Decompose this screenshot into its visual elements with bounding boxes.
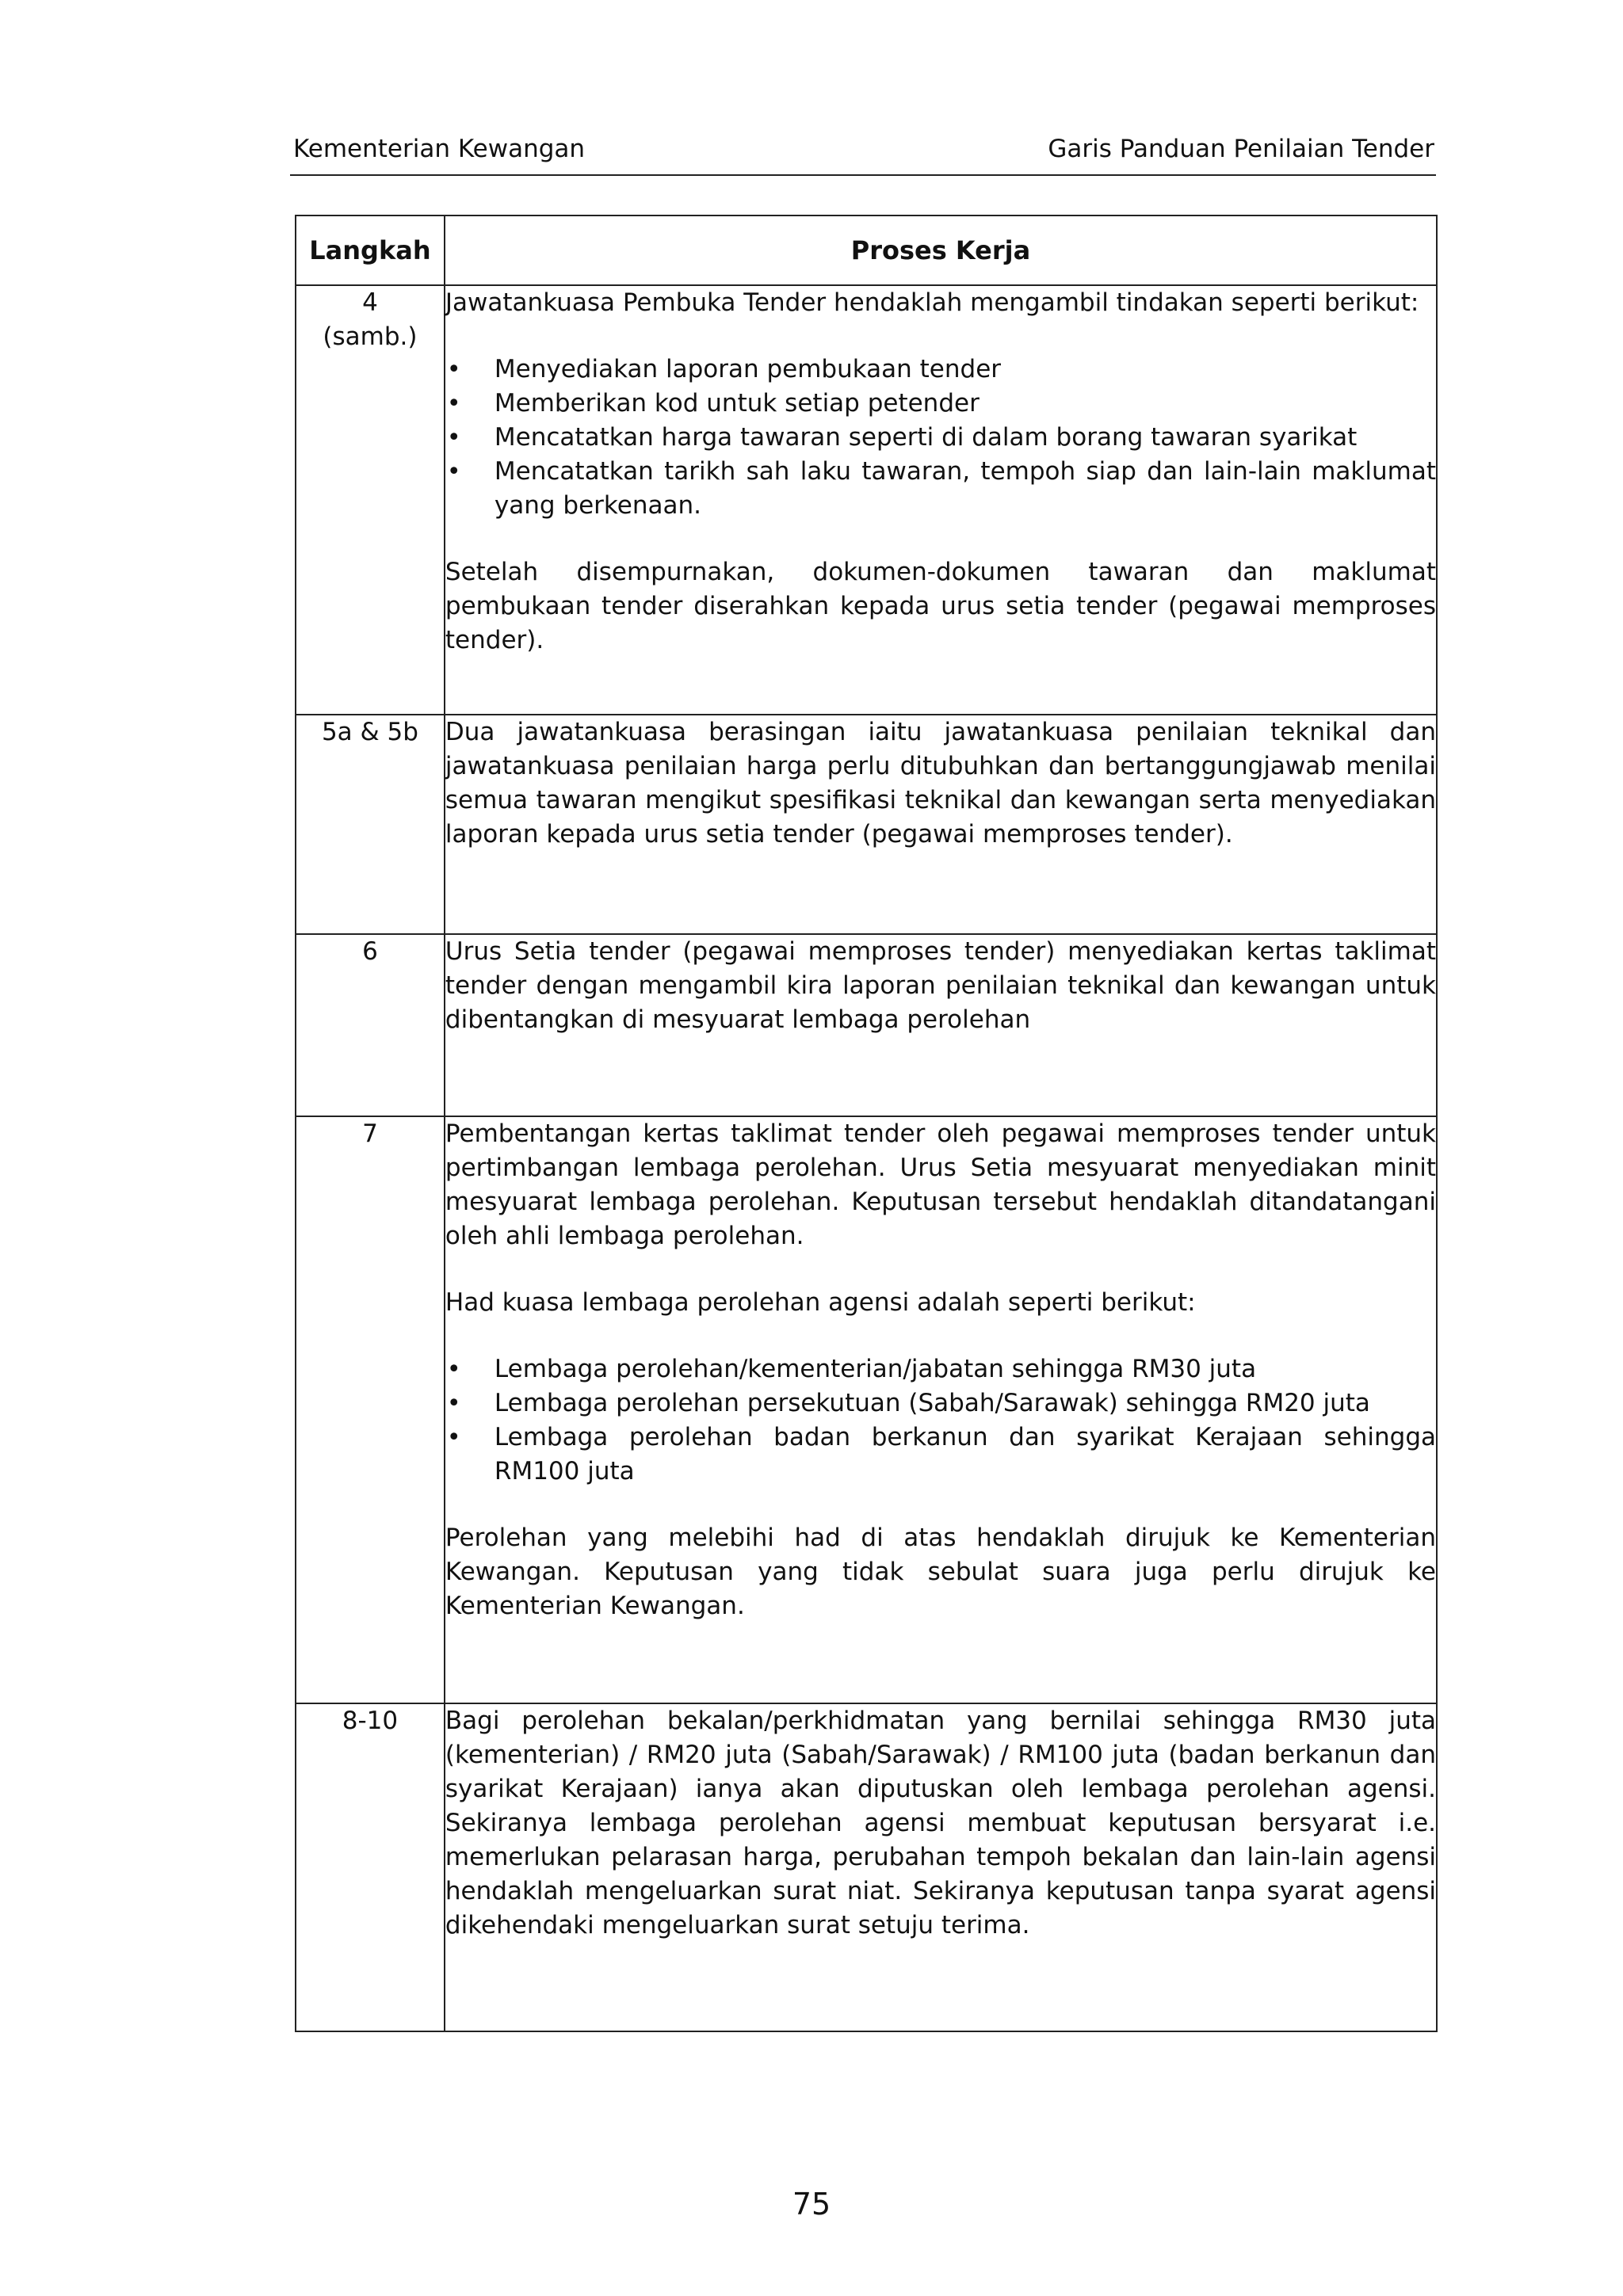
step-cell bbox=[296, 1703, 445, 2031]
process-cell bbox=[445, 715, 1437, 934]
list-item bbox=[445, 353, 1436, 387]
step-cell bbox=[296, 1116, 445, 1703]
table-row bbox=[296, 715, 1437, 934]
table-row bbox=[296, 1116, 1437, 1703]
list-item-text: Menyediakan laporan pembukaan tender bbox=[494, 355, 1002, 383]
bullet-list bbox=[445, 1352, 1436, 1489]
process-paragraph: Urus Setia tender (pegawai memproses tender) menyediakan kertas taklimat tender dengan mengambil kira laporan penilaian teknikal dan kewangan untuk dibentangkan di mesyuarat lembaga perolehan bbox=[445, 937, 1436, 1034]
process-cell bbox=[445, 1703, 1437, 2031]
process-cell bbox=[445, 285, 1437, 715]
list-item-text: Mencatatkan tarikh sah laku tawaran, tempoh siap dan lain-lain maklumat yang berkenaan. bbox=[494, 457, 1436, 520]
table-row bbox=[296, 285, 1437, 715]
process-paragraph: Bagi perolehan bekalan/perkhidmatan yang bernilai sehingga RM30 juta (kementerian) / RM20 juta (Sabah/Sarawak) / RM100 juta (badan berkanun dan syarikat Kerajaan) ianya akan diputuskan oleh lembaga perolehan agensi. Sekiranya lembaga perolehan agensi membuat keputusan bersyarat i.e. memerlukan pelarasan harga, perubahan tempoh bekalan dan lain-lain agensi hendaklah mengeluarkan surat niat. Sekiranya keputusan tanpa syarat agensi dikehendaki mengeluarkan surat setuju terima. bbox=[445, 1707, 1436, 1939]
process-table bbox=[295, 215, 1438, 2032]
list-item-text: Memberikan kod untuk setiap petender bbox=[494, 389, 980, 418]
page-number: 75 bbox=[792, 2187, 831, 2222]
list-item-text: Lembaga perolehan/kementerian/jabatan sehingga RM30 juta bbox=[494, 1355, 1257, 1383]
process-cell bbox=[445, 934, 1437, 1116]
bullet-icon: • bbox=[446, 1356, 461, 1383]
bullet-icon: • bbox=[446, 1390, 461, 1417]
table-header-row bbox=[296, 215, 1437, 285]
header-ministry: Kementerian Kewangan bbox=[293, 135, 586, 163]
table-body bbox=[296, 285, 1437, 2031]
column-header-step: Langkah bbox=[296, 215, 445, 285]
step-label: 8-10 bbox=[342, 1707, 399, 1735]
process-cell bbox=[445, 1116, 1437, 1703]
table-row bbox=[296, 1703, 1437, 2031]
step-label: 6 bbox=[362, 937, 378, 966]
step-label: 7 bbox=[362, 1119, 378, 1148]
bullet-icon: • bbox=[446, 458, 461, 486]
list-item-text: Lembaga perolehan badan berkanun dan syarikat Kerajaan sehingga RM100 juta bbox=[494, 1423, 1436, 1486]
running-header bbox=[293, 133, 1434, 165]
list-item-text: Lembaga perolehan persekutuan (Sabah/Sarawak) sehingga RM20 juta bbox=[494, 1389, 1370, 1417]
process-paragraph: Jawatankuasa Pembuka Tender hendaklah mengambil tindakan seperti berikut: bbox=[445, 288, 1419, 317]
bullet-icon: • bbox=[446, 424, 461, 452]
process-paragraph: Perolehan yang melebihi had di atas hendaklah dirujuk ke Kementerian Kewangan. Keputusan yang tidak sebulat suara juga perlu dirujuk ke Kementerian Kewangan. bbox=[445, 1524, 1436, 1620]
step-label: 5a & 5b bbox=[321, 718, 418, 746]
process-paragraph: Setelah disempurnakan, dokumen-dokumen tawaran dan maklumat pembukaan tender diserahkan kepada urus setia tender (pegawai memproses tender). bbox=[445, 558, 1436, 654]
list-item-text: Mencatatkan harga tawaran seperti di dalam borang tawaran syarikat bbox=[494, 423, 1358, 452]
list-item bbox=[445, 387, 1436, 421]
step-cell bbox=[296, 715, 445, 934]
process-paragraph: Pembentangan kertas taklimat tender oleh pegawai memproses tender untuk pertimbangan lembaga perolehan. Urus Setia mesyuarat menyediakan minit mesyuarat lembaga perolehan. Keputusan tersebut hendaklah ditandatangani oleh ahli lembaga perolehan. bbox=[445, 1119, 1436, 1250]
step-label: (samb.) bbox=[323, 322, 418, 351]
step-cell bbox=[296, 934, 445, 1116]
bullet-icon: • bbox=[446, 356, 461, 383]
header-document-title: Garis Panduan Penilaian Tender bbox=[1048, 135, 1434, 163]
list-item bbox=[445, 1386, 1436, 1421]
step-label: 4 bbox=[362, 288, 378, 317]
header-rule bbox=[290, 174, 1436, 176]
column-header-process: Proses Kerja bbox=[445, 215, 1437, 285]
step-cell bbox=[296, 285, 445, 715]
list-item bbox=[445, 1352, 1436, 1386]
process-paragraph: Had kuasa lembaga perolehan agensi adalah seperti berikut: bbox=[445, 1288, 1196, 1317]
bullet-list bbox=[445, 353, 1436, 523]
table-row bbox=[296, 934, 1437, 1116]
process-paragraph: Dua jawatankuasa berasingan iaitu jawatankuasa penilaian teknikal dan jawatankuasa penilaian harga perlu ditubuhkan dan bertanggungjawab menilai semua tawaran mengikut spesifikasi teknikal dan kewangan serta menyediakan laporan kepada urus setia tender (pegawai memproses tender). bbox=[445, 718, 1436, 849]
bullet-icon: • bbox=[446, 1424, 461, 1451]
list-item bbox=[445, 421, 1436, 455]
list-item bbox=[445, 455, 1436, 523]
list-item bbox=[445, 1421, 1436, 1489]
bullet-icon: • bbox=[446, 390, 461, 418]
